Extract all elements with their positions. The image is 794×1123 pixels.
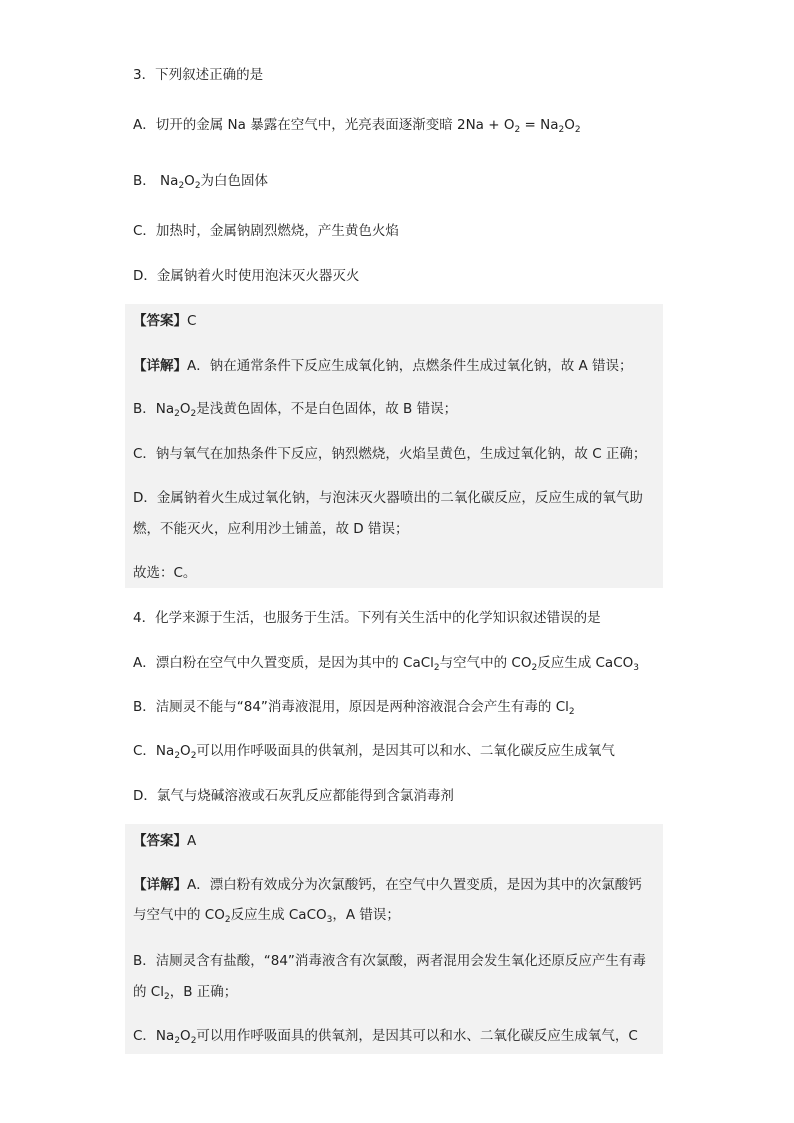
q4-stem: 4．化学来源于生活，也服务于生活。下列有关生活中的化学知识叙述错误的是 [133,610,601,626]
q4-detail-b-line1: B．洁厕灵含有盐酸，“84”消毒液含有次氯酸，两者混用会发生氧化还原反应产生有毒 [133,953,646,969]
q3-conclusion: 故选：C。 [133,565,197,581]
q4-detail-b-line2: 的 $Cl_2$，B 正确； [133,984,238,1002]
q3-detail-b: B．$Na_2O_2$是浅黄色固体，不是白色固体，故 B 错误； [133,401,458,419]
q3-option-c: C．加热时，金属钠剧烈燃烧，产生黄色火焰 [133,223,399,239]
q3-detail-c: C．钠与氧气在加热条件下反应，钠烈燃烧，火焰呈黄色，生成过氧化钠，故 C 正确； [133,446,647,462]
q3-option-a: A．切开的金属 Na 暴露在空气中，光亮表面逐渐变暗 $2Na + O_2 = Na_2O_2$ [133,117,581,135]
q4-answer-block [125,824,663,1054]
q4-option-d: D．氯气与烧碱溶液或石灰乳反应都能得到含氯消毒剂 [133,788,454,804]
q3-detail-d-line2: 燃，不能灭火，应利用沙土铺盖，故 D 错误； [133,521,409,537]
q4-answer: 【答案】A [133,833,197,849]
q4-option-b: B．洁厕灵不能与“84”消毒液混用，原因是两种溶液混合会产生有毒的 $Cl_2$ [133,699,575,717]
q3-answer: 【答案】C [133,313,197,329]
q3-stem: 3．下列叙述正确的是 [133,67,264,83]
q3-detail-d-line1: D．金属钠着火生成过氧化钠，与泡沫灭火器喷出的二氧化碳反应，反应生成的氧气助 [133,490,643,506]
q4-option-c: C．$Na_2O_2$可以用作呼吸面具的供氧剂，是因其可以和水、二氧化碳反应生成氧气 [133,743,615,761]
q4-detail-a-line1: 【详解】A．漂白粉有效成分为次氯酸钙，在空气中久置变质，是因为其中的次氯酸钙 [133,877,642,893]
q4-detail-a-line2: 与空气中的 $CO_2$反应生成 CaCO$_3$，A 错误； [133,907,400,925]
q4-detail-c: C．$Na_2O_2$可以用作呼吸面具的供氧剂，是因其可以和水、二氧化碳反应生成氧气，C [133,1028,638,1046]
q4-option-a: A．漂白粉在空气中久置变质，是因为其中的 CaCl$_2$与空气中的 $CO_2$反应生成 CaCO$_3$ [133,655,639,673]
q3-detail-a: 【详解】A．钠在通常条件下反应生成氧化钠，点燃条件生成过氧化钠，故 A 错误； [133,358,633,374]
q3-option-d: D．金属钠着火时使用泡沫灭火器灭火 [133,268,360,284]
q3-option-b: B． $Na_2O_2$为白色固体 [133,173,269,191]
